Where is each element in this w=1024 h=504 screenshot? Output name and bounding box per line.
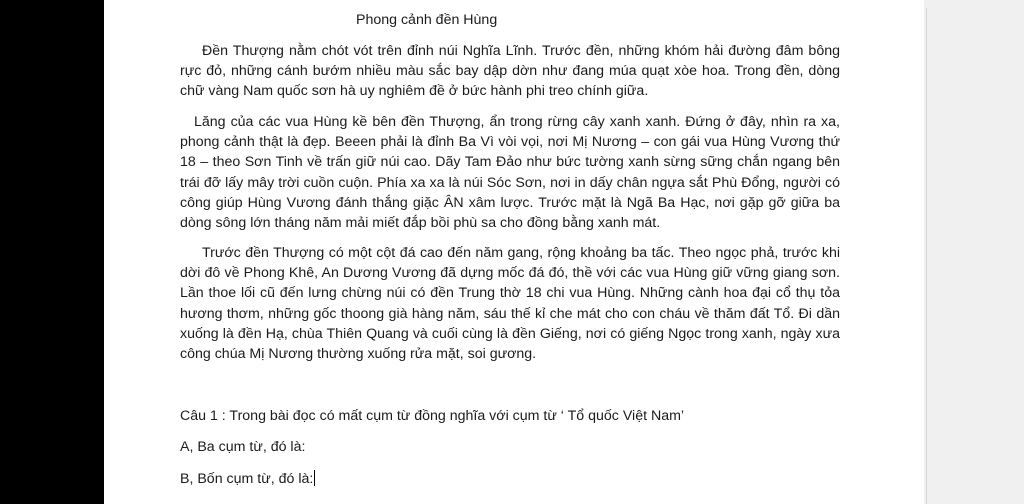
option-b: B, Bốn cụm từ, đó là:	[180, 471, 314, 487]
paragraph-3: Trước đền Thượng có một cột đá cao đến năm gang, rộng khoảng ba tấc. Theo ngọc phả, trước khi dời đô về Phong Khê, An Dương Vương đã dựng mốc đá đó, thề với các vua Hùng giữ vững giang sơn. Lần thoe lối cũ đến lưng chừng núi có đền Trung thờ 18 chi vua Hùng. Những cành hoa đại cổ thụ tỏa hương thơm, những gốc thoong già hàng năm, sáu thế kỉ che mát cho con cháu về thăm đất Tổ. Đi dần xuống là đền Hạ, chùa Thiên Quang và cuối cùng là đền Giếng, nơi có giếng Ngọc trong xanh, ngày xưa công chúa Mị Nương thường xuống rửa mặt, soi gương.	[180, 245, 840, 363]
paragraph-2: Lăng của các vua Hùng kề bên đền Thượng, ẩn trong rừng cây xanh xanh. Đứng ở đây, nhìn ra xa, phong cảnh thật là đẹp. Beeen phải là đỉnh Ba Vì vòi vọi, nơi Mị Nương – con gái vua Hùng Vương thứ 18 – theo Sơn Tinh về trấn giữ núi cao. Dãy Tam Đảo như bức tường xanh sừng sững chắn ngang bên trái đỡ lấy mây trời cuồn cuộn. Phía xa xa là núi Sóc Sơn, nơi in dấy chân ngựa sắt Phù Đổng, người có công giúp Hùng Vương đánh thắng giặc ÂN xâm lược. Trước mặt là Ngã Ba Hạc, nơi gặp gỡ giữa ba dòng sông lớn tháng năm mải miết đắp bồi phù sa cho đồng bằng xanh mát.	[180, 114, 840, 232]
question-1: Câu 1 : Trong bài đọc có mất cụm từ đồng nghĩa với cụm từ ‘ Tổ quốc Việt Nam’	[180, 408, 685, 424]
document-title: Phong cảnh đền Hùng	[356, 12, 498, 28]
right-margin-area	[924, 0, 1024, 504]
document-page[interactable]	[104, 0, 924, 504]
paragraph-1: Đền Thượng nằm chót vót trên đỉnh núi Nghĩa Lĩnh. Trước đền, những khóm hải đường đâm bông rực đỏ, những cánh bướm nhiều màu sắc bay dập dờn như đang múa quạt xòe hoa. Trong đền, dòng chữ vàng Nam quốc sơn hà uy nghiêm đề ở bức hành phi treo chính giữa.	[180, 43, 840, 100]
vertical-divider	[926, 8, 927, 504]
option-a: A, Ba cụm từ, đó là:	[180, 439, 306, 455]
option-b-line[interactable]	[180, 469, 315, 489]
text-cursor	[314, 470, 315, 486]
